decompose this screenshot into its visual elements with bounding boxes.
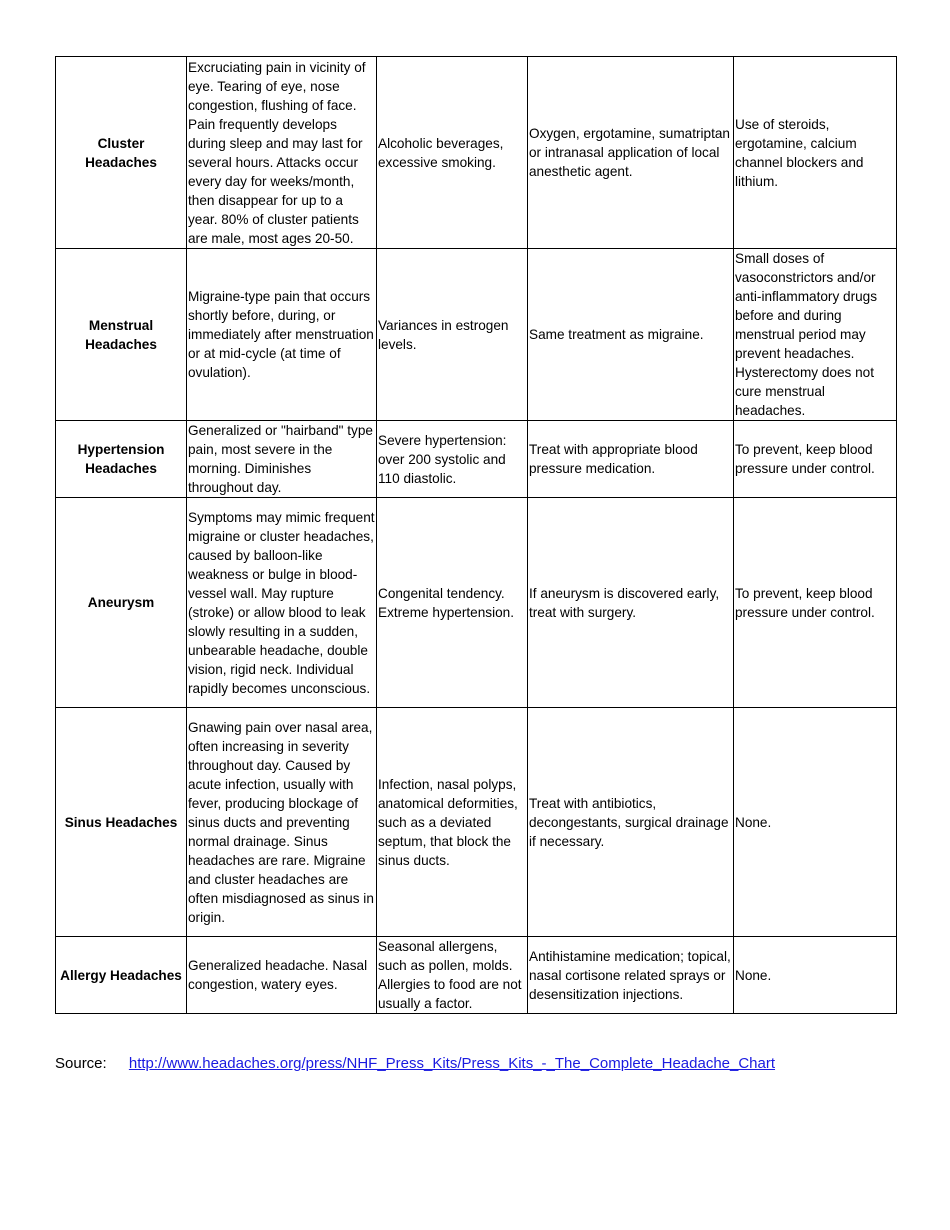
causes-cell: Congenital tendency. Extreme hypertension.: [377, 498, 528, 708]
causes-cell: Infection, nasal polyps, anatomical deformities, such as a deviated septum, that block the sinus ducts.: [377, 708, 528, 937]
table-row: [56, 498, 897, 708]
headache-chart-table: [55, 56, 897, 1014]
headache-type-name: Sinus Headaches: [56, 708, 187, 937]
prevention-cell: To prevent, keep blood pressure under control.: [734, 421, 897, 498]
treatment-cell: Oxygen, ergotamine, sumatriptan or intranasal application of local anesthetic agent.: [528, 57, 734, 249]
prevention-cell: None.: [734, 708, 897, 937]
treatment-cell: Treat with antibiotics, decongestants, surgical drainage if necessary.: [528, 708, 734, 937]
headache-type-name: Menstrual Headaches: [56, 249, 187, 421]
causes-cell: Alcoholic beverages, excessive smoking.: [377, 57, 528, 249]
source-link[interactable]: http://www.headaches.org/press/NHF_Press_Kits/Press_Kits_-_The_Complete_Headache_Chart: [128, 1055, 776, 1072]
source-label: Source:: [55, 1055, 107, 1072]
headache-type-name: Cluster Headaches: [56, 57, 187, 249]
treatment-cell: Same treatment as migraine.: [528, 249, 734, 421]
source-line: [55, 1054, 775, 1074]
symptoms-cell: Excruciating pain in vicinity of eye. Tearing of eye, nose congestion, flushing of face. Pain frequently develops during sleep and may last for several hours. Attacks occur every day for weeks/month, then disappear for up to a year. 80% of cluster patients are male, most ages 20-50.: [187, 57, 377, 249]
symptoms-cell: Generalized headache. Nasal congestion, watery eyes.: [187, 937, 377, 1014]
prevention-cell: Use of steroids, ergotamine, calcium channel blockers and lithium.: [734, 57, 897, 249]
headache-type-name: Allergy Headaches: [56, 937, 187, 1014]
prevention-cell: To prevent, keep blood pressure under control.: [734, 498, 897, 708]
prevention-cell: None.: [734, 937, 897, 1014]
table-row: [56, 937, 897, 1014]
headache-type-name: Aneurysm: [56, 498, 187, 708]
symptoms-cell: Generalized or "hairband" type pain, most severe in the morning. Diminishes throughout day.: [187, 421, 377, 498]
table-row: [56, 57, 897, 249]
symptoms-cell: Symptoms may mimic frequent migraine or cluster headaches, caused by balloon-like weakness or bulge in blood-vessel wall. May rupture (stroke) or allow blood to leak slowly resulting in a sudden, unbearable headache, double vision, rigid neck. Individual rapidly becomes unconscious.: [187, 498, 377, 708]
symptoms-cell: Migraine-type pain that occurs shortly before, during, or immediately after menstruation or at mid-cycle (at time of ovulation).: [187, 249, 377, 421]
causes-cell: Severe hypertension: over 200 systolic and 110 diastolic.: [377, 421, 528, 498]
treatment-cell: Antihistamine medication; topical, nasal cortisone related sprays or desensitization injections.: [528, 937, 734, 1014]
causes-cell: Seasonal allergens, such as pollen, molds. Allergies to food are not usually a factor.: [377, 937, 528, 1014]
table-row: [56, 421, 897, 498]
treatment-cell: Treat with appropriate blood pressure medication.: [528, 421, 734, 498]
symptoms-cell: Gnawing pain over nasal area, often increasing in severity throughout day. Caused by acute infection, usually with fever, producing blockage of sinus ducts and preventing normal drainage. Sinus headaches are rare. Migraine and cluster headaches are often misdiagnosed as sinus in origin.: [187, 708, 377, 937]
table-row: [56, 708, 897, 937]
table-row: [56, 249, 897, 421]
causes-cell: Variances in estrogen levels.: [377, 249, 528, 421]
prevention-cell: Small doses of vasoconstrictors and/or anti-inflammatory drugs before and during menstrual period may prevent headaches. Hysterectomy does not cure menstrual headaches.: [734, 249, 897, 421]
headache-type-name: Hypertension Headaches: [56, 421, 187, 498]
treatment-cell: If aneurysm is discovered early, treat with surgery.: [528, 498, 734, 708]
